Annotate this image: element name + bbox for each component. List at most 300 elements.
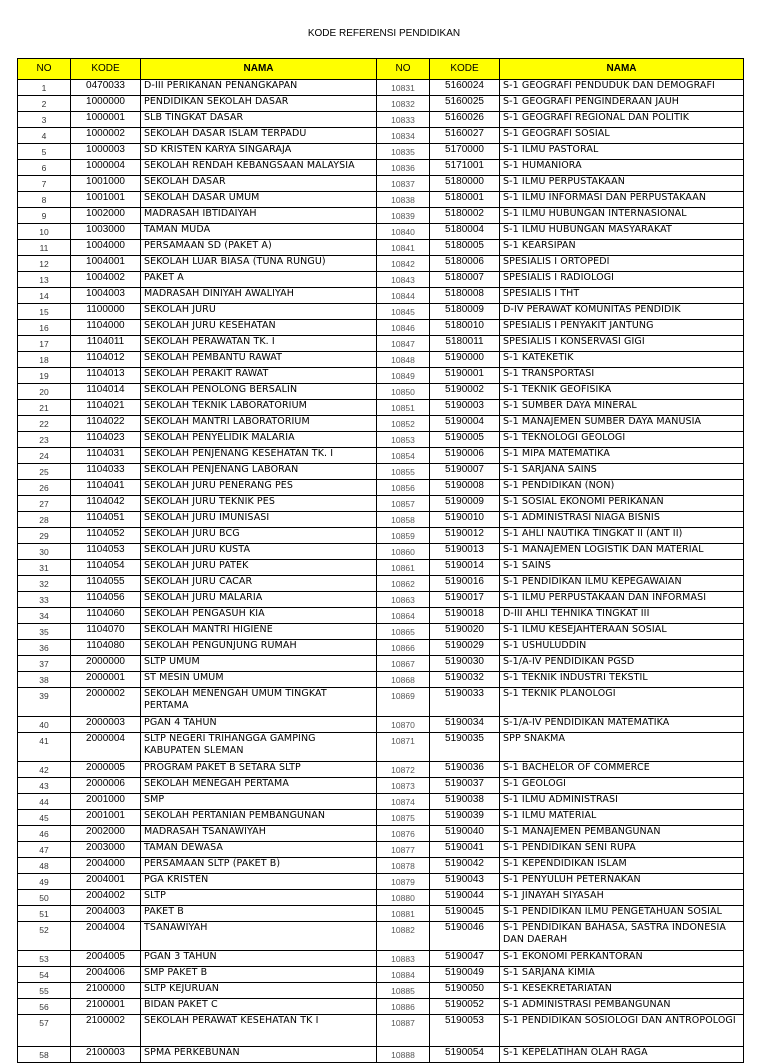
row-no-left: 15 [18,304,71,320]
row-kode-right: 5190045 [430,906,500,922]
row-no-right: 10840 [377,224,430,240]
row-nama-right: S-1 HUMANIORA [500,160,744,176]
row-nama-left: SEKOLAH JURU CACAR [141,576,377,592]
row-no-left: 58 [18,1047,71,1063]
row-no-left: 48 [18,858,71,874]
row-no-right: 10863 [377,592,430,608]
table-row [18,96,744,112]
row-no-right: 10853 [377,432,430,448]
row-kode-right: 5190041 [430,842,500,858]
row-kode-left: 1104041 [71,480,141,496]
row-nama-left: SEKOLAH MENENGAH UMUM TINGKAT PERTAMA [141,688,377,717]
row-no-right: 10874 [377,794,430,810]
row-nama-left: SEKOLAH PERAKIT RAWAT [141,368,377,384]
row-kode-right: 5190038 [430,794,500,810]
row-no-right: 10856 [377,480,430,496]
row-no-right: 10857 [377,496,430,512]
row-no-left: 42 [18,762,71,778]
table-row [18,512,744,528]
row-no-left: 50 [18,890,71,906]
row-no-left: 32 [18,576,71,592]
row-kode-right: 5170000 [430,144,500,160]
row-kode-right: 5180006 [430,256,500,272]
row-kode-left: 2004005 [71,951,141,967]
row-kode-right: 5190030 [430,656,500,672]
row-nama-right: S-1 SAINS [500,560,744,576]
row-kode-left: 1100000 [71,304,141,320]
row-no-right: 10836 [377,160,430,176]
table-row [18,288,744,304]
row-nama-left: SEKOLAH PENGUNJUNG RUMAH [141,640,377,656]
row-nama-left: PERSAMAAN SLTP (PAKET B) [141,858,377,874]
row-nama-left: ST MESIN UMUM [141,672,377,688]
row-kode-left: 2004006 [71,967,141,983]
row-no-left: 47 [18,842,71,858]
row-kode-right: 5190040 [430,826,500,842]
row-nama-right: S-1 PENDIDIKAN SENI RUPA [500,842,744,858]
row-nama-right: SPP SNAKMA [500,733,744,762]
row-no-right: 10880 [377,890,430,906]
row-no-left: 11 [18,240,71,256]
row-kode-right: 5190006 [430,448,500,464]
row-kode-left: 2000005 [71,762,141,778]
table-row [18,400,744,416]
row-kode-left: 1000004 [71,160,141,176]
row-nama-right: S-1 SARJANA KIMIA [500,967,744,983]
row-no-left: 56 [18,999,71,1015]
row-kode-left: 1002000 [71,208,141,224]
table-row [18,528,744,544]
row-kode-left: 2004001 [71,874,141,890]
row-nama-right: SPESIALIS I THT [500,288,744,304]
row-nama-right: S-1 ILMU HUBUNGAN MASYARAKAT [500,224,744,240]
row-no-left: 46 [18,826,71,842]
row-nama-left: SLTP NEGERI TRIHANGGA GAMPING KABUPATEN SLEMAN [141,733,377,762]
row-nama-right: S-1 KEARSIPAN [500,240,744,256]
row-no-right: 10844 [377,288,430,304]
row-no-right: 10888 [377,1047,430,1063]
row-nama-left: SEKOLAH JURU PENERANG PES [141,480,377,496]
row-no-right: 10848 [377,352,430,368]
row-nama-right: SPESIALIS I PENYAKIT JANTUNG [500,320,744,336]
table-row [18,640,744,656]
row-nama-right: S-1/A-IV PENDIDIKAN PGSD [500,656,744,672]
row-kode-right: 5180010 [430,320,500,336]
row-kode-left: 1104022 [71,416,141,432]
table-row [18,320,744,336]
table-row [18,922,744,951]
row-kode-left: 1000003 [71,144,141,160]
row-nama-right: S-1 KATEKETIK [500,352,744,368]
row-no-right: 10834 [377,128,430,144]
table-row [18,416,744,432]
row-no-left: 20 [18,384,71,400]
table-row [18,352,744,368]
header-kode-left: KODE [71,59,141,80]
row-no-right: 10852 [377,416,430,432]
row-no-right: 10879 [377,874,430,890]
row-no-left: 43 [18,778,71,794]
row-kode-left: 1000000 [71,96,141,112]
row-no-left: 14 [18,288,71,304]
row-no-left: 16 [18,320,71,336]
row-kode-right: 5180000 [430,176,500,192]
row-nama-right: S-1 ADMINISTRASI PEMBANGUNAN [500,999,744,1015]
row-no-right: 10849 [377,368,430,384]
row-nama-right: SPESIALIS I KONSERVASI GIGI [500,336,744,352]
row-kode-left: 1104055 [71,576,141,592]
row-no-right: 10858 [377,512,430,528]
row-no-left: 38 [18,672,71,688]
row-no-right: 10886 [377,999,430,1015]
row-nama-right: S-1 PENDIDIKAN BAHASA, SASTRA INDONESIA DAN DAERAH [500,922,744,951]
row-kode-right: 5190042 [430,858,500,874]
row-kode-left: 1000001 [71,112,141,128]
row-nama-left: SEKOLAH JURU MALARIA [141,592,377,608]
row-nama-right: S-1 MANAJEMEN LOGISTIK DAN MATERIAL [500,544,744,560]
row-nama-left: SPMA PERKEBUNAN [141,1047,377,1063]
row-kode-left: 0470033 [71,80,141,96]
row-no-left: 31 [18,560,71,576]
row-kode-right: 5190004 [430,416,500,432]
row-nama-right: S-1 USHULUDDIN [500,640,744,656]
row-nama-right: S-1 PENDIDIKAN ILMU PENGETAHUAN SOSIAL [500,906,744,922]
row-no-left: 4 [18,128,71,144]
row-no-right: 10868 [377,672,430,688]
row-nama-left: SEKOLAH TEKNIK LABORATORIUM [141,400,377,416]
table-row [18,144,744,160]
row-no-left: 7 [18,176,71,192]
row-nama-right: D-IV PERAWAT KOMUNITAS PENDIDIK [500,304,744,320]
row-nama-right: S-1 ILMU PERPUSTAKAAN [500,176,744,192]
row-nama-right: SPESIALIS I RADIOLOGI [500,272,744,288]
row-no-right: 10859 [377,528,430,544]
row-nama-right: S-1 KEPENDIDIKAN ISLAM [500,858,744,874]
row-kode-right: 5190050 [430,983,500,999]
row-nama-right: S-1 ILMU ADMINISTRASI [500,794,744,810]
row-no-left: 26 [18,480,71,496]
row-kode-left: 2000004 [71,733,141,762]
header-nama-right: NAMA [500,59,744,80]
row-kode-left: 2001000 [71,794,141,810]
row-nama-left: PROGRAM PAKET B SETARA SLTP [141,762,377,778]
row-nama-left: SEKOLAH PENJENANG KESEHATAN TK. I [141,448,377,464]
row-nama-right: S-1 SARJANA SAINS [500,464,744,480]
table-row [18,688,744,717]
table-row [18,464,744,480]
row-no-left: 35 [18,624,71,640]
row-nama-left: SEKOLAH JURU KUSTA [141,544,377,560]
row-kode-right: 5190009 [430,496,500,512]
row-no-right: 10845 [377,304,430,320]
row-kode-left: 2004000 [71,858,141,874]
row-nama-left: SEKOLAH JURU IMUNISASI [141,512,377,528]
header-kode-right: KODE [430,59,500,80]
row-nama-right: S-1 MANAJEMEN PEMBANGUNAN [500,826,744,842]
table-row [18,80,744,96]
row-kode-left: 1004002 [71,272,141,288]
table-row [18,496,744,512]
page-title: KODE REFERENSI PENDIDIKAN [307,28,461,39]
table-row [18,560,744,576]
row-no-right: 10871 [377,733,430,762]
row-nama-left: PAKET B [141,906,377,922]
row-nama-left: SEKOLAH LUAR BIASA (TUNA RUNGU) [141,256,377,272]
row-nama-right: S-1 KEPELATIHAN OLAH RAGA [500,1047,744,1063]
row-kode-left: 1104014 [71,384,141,400]
row-no-left: 34 [18,608,71,624]
row-kode-right: 5190001 [430,368,500,384]
row-kode-left: 1004003 [71,288,141,304]
row-no-right: 10881 [377,906,430,922]
row-no-right: 10869 [377,688,430,717]
row-nama-right: S-1 GEOGRAFI PENDUDUK DAN DEMOGRAFI [500,80,744,96]
row-nama-left: SEKOLAH JURU PATEK [141,560,377,576]
row-nama-right: S-1 GEOGRAFI SOSIAL [500,128,744,144]
row-no-left: 8 [18,192,71,208]
row-no-left: 21 [18,400,71,416]
row-nama-left: SEKOLAH JURU TEKNIK PES [141,496,377,512]
row-no-right: 10833 [377,112,430,128]
row-kode-left: 2100001 [71,999,141,1015]
row-nama-left: SEKOLAH MANTRI HIGIENE [141,624,377,640]
row-no-right: 10838 [377,192,430,208]
row-nama-right: S-1 EKONOMI PERKANTORAN [500,951,744,967]
row-no-left: 30 [18,544,71,560]
table-row [18,480,744,496]
row-nama-left: SMP [141,794,377,810]
row-no-right: 10861 [377,560,430,576]
row-kode-right: 5190008 [430,480,500,496]
row-nama-right: S-1 ILMU KESEJAHTERAAN SOSIAL [500,624,744,640]
table-row [18,810,744,826]
row-kode-right: 5190007 [430,464,500,480]
row-no-right: 10851 [377,400,430,416]
table-row [18,967,744,983]
row-kode-right: 5190037 [430,778,500,794]
table-row [18,304,744,320]
row-nama-right: S-1 ADMINISTRASI NIAGA BISNIS [500,512,744,528]
row-nama-left: MADRASAH TSANAWIYAH [141,826,377,842]
row-kode-left: 1104054 [71,560,141,576]
row-no-left: 37 [18,656,71,672]
row-kode-left: 2003000 [71,842,141,858]
row-kode-right: 5190018 [430,608,500,624]
row-no-right: 10887 [377,1015,430,1047]
row-nama-left: SEKOLAH RENDAH KEBANGSAAN MALAYSIA [141,160,377,176]
row-no-left: 19 [18,368,71,384]
row-kode-right: 5180009 [430,304,500,320]
table-row [18,224,744,240]
row-no-left: 33 [18,592,71,608]
row-no-left: 52 [18,922,71,951]
row-kode-left: 1104021 [71,400,141,416]
row-nama-left: MADRASAH IBTIDAIYAH [141,208,377,224]
row-no-right: 10846 [377,320,430,336]
row-nama-left: SEKOLAH DASAR ISLAM TERPADU [141,128,377,144]
row-kode-right: 5190029 [430,640,500,656]
row-kode-left: 2100002 [71,1015,141,1047]
row-no-right: 10875 [377,810,430,826]
row-no-left: 23 [18,432,71,448]
row-kode-right: 5190012 [430,528,500,544]
row-kode-right: 5180001 [430,192,500,208]
row-kode-left: 2004002 [71,890,141,906]
table-row [18,176,744,192]
table-row [18,858,744,874]
row-nama-left: SLTP UMUM [141,656,377,672]
row-no-left: 6 [18,160,71,176]
row-kode-left: 1104042 [71,496,141,512]
row-no-right: 10850 [377,384,430,400]
row-no-left: 29 [18,528,71,544]
row-nama-left: SEKOLAH MANTRI LABORATORIUM [141,416,377,432]
row-nama-left: SEKOLAH DASAR UMUM [141,192,377,208]
row-no-left: 18 [18,352,71,368]
row-kode-left: 2001001 [71,810,141,826]
table-row [18,272,744,288]
table-row [18,1015,744,1047]
table-row [18,778,744,794]
row-no-left: 24 [18,448,71,464]
row-nama-left: PGAN 3 TAHUN [141,951,377,967]
table-row [18,762,744,778]
row-kode-left: 1004000 [71,240,141,256]
row-kode-right: 5160027 [430,128,500,144]
row-kode-left: 1001001 [71,192,141,208]
row-kode-left: 2100003 [71,1047,141,1063]
row-nama-left: SEKOLAH PENOLONG BERSALIN [141,384,377,400]
table-row [18,826,744,842]
row-no-right: 10843 [377,272,430,288]
row-kode-left: 1001000 [71,176,141,192]
row-nama-left: SLB TINGKAT DASAR [141,112,377,128]
row-no-right: 10837 [377,176,430,192]
row-nama-left: SEKOLAH JURU [141,304,377,320]
row-no-right: 10885 [377,983,430,999]
row-no-right: 10867 [377,656,430,672]
table-row [18,999,744,1015]
row-no-left: 44 [18,794,71,810]
table-row [18,672,744,688]
row-kode-left: 1000002 [71,128,141,144]
row-nama-right: SPESIALIS I ORTOPEDI [500,256,744,272]
row-no-left: 45 [18,810,71,826]
row-no-right: 10870 [377,717,430,733]
table-row [18,336,744,352]
row-no-left: 41 [18,733,71,762]
row-no-left: 39 [18,688,71,717]
row-nama-right: S-1 GEOLOGI [500,778,744,794]
table-row [18,384,744,400]
row-kode-right: 5190053 [430,1015,500,1047]
row-no-left: 36 [18,640,71,656]
row-kode-right: 5180007 [430,272,500,288]
row-no-right: 10873 [377,778,430,794]
table-row [18,951,744,967]
row-kode-right: 5190032 [430,672,500,688]
row-nama-right: S-1 TEKNIK GEOFISIKA [500,384,744,400]
row-no-right: 10866 [377,640,430,656]
table-row [18,256,744,272]
row-kode-right: 5190044 [430,890,500,906]
table-row [18,192,744,208]
row-no-left: 27 [18,496,71,512]
row-kode-right: 5190013 [430,544,500,560]
row-kode-right: 5190010 [430,512,500,528]
table-row [18,874,744,890]
row-nama-right: S-1 BACHELOR OF COMMERCE [500,762,744,778]
row-kode-right: 5190043 [430,874,500,890]
row-no-right: 10831 [377,80,430,96]
header-no-right: NO [377,59,430,80]
row-nama-right: S-1 TEKNOLOGI GEOLOGI [500,432,744,448]
row-nama-left: SEKOLAH DASAR [141,176,377,192]
table-row [18,842,744,858]
row-no-right: 10862 [377,576,430,592]
row-nama-left: SEKOLAH PENYELIDIK MALARIA [141,432,377,448]
row-nama-right: S-1 PENDIDIKAN SOSIOLOGI DAN ANTROPOLOGI [500,1015,744,1047]
row-no-right: 10860 [377,544,430,560]
row-nama-right: S-1 AHLI NAUTIKA TINGKAT II (ANT II) [500,528,744,544]
table-row [18,1047,744,1063]
row-kode-right: 5190014 [430,560,500,576]
row-nama-right: S-1/A-IV PENDIDIKAN MATEMATIKA [500,717,744,733]
row-no-left: 25 [18,464,71,480]
table-row [18,112,744,128]
row-no-left: 12 [18,256,71,272]
row-no-right: 10835 [377,144,430,160]
row-nama-right: S-1 SOSIAL EKONOMI PERIKANAN [500,496,744,512]
row-nama-right: S-1 SUMBER DAYA MINERAL [500,400,744,416]
row-kode-left: 1104023 [71,432,141,448]
row-nama-right: S-1 ILMU MATERIAL [500,810,744,826]
row-no-right: 10884 [377,967,430,983]
row-kode-left: 1104056 [71,592,141,608]
row-nama-left: TAMAN DEWASA [141,842,377,858]
row-kode-left: 2000002 [71,688,141,717]
row-kode-right: 5180008 [430,288,500,304]
row-no-left: 28 [18,512,71,528]
row-no-right: 10883 [377,951,430,967]
row-nama-left: SEKOLAH JURU KESEHATAN [141,320,377,336]
row-nama-left: TAMAN MUDA [141,224,377,240]
row-nama-left: PGAN 4 TAHUN [141,717,377,733]
row-kode-right: 5160026 [430,112,500,128]
table-row [18,794,744,810]
row-nama-right: S-1 ILMU PERPUSTAKAAN DAN INFORMASI [500,592,744,608]
row-kode-right: 5190020 [430,624,500,640]
row-nama-left: PAKET A [141,272,377,288]
row-kode-right: 5160024 [430,80,500,96]
row-no-left: 51 [18,906,71,922]
table-row [18,592,744,608]
row-kode-right: 5190054 [430,1047,500,1063]
row-no-left: 49 [18,874,71,890]
row-kode-right: 5190017 [430,592,500,608]
row-no-left: 22 [18,416,71,432]
row-kode-right: 5190035 [430,733,500,762]
table-row [18,576,744,592]
row-kode-right: 5190016 [430,576,500,592]
row-nama-left: SEKOLAH JURU BCG [141,528,377,544]
row-nama-right: S-1 ILMU INFORMASI DAN PERPUSTAKAAN [500,192,744,208]
row-no-right: 10847 [377,336,430,352]
row-kode-left: 2002000 [71,826,141,842]
row-kode-left: 1104012 [71,352,141,368]
row-nama-left: MADRASAH DINIYAH AWALIYAH [141,288,377,304]
row-kode-right: 5190052 [430,999,500,1015]
